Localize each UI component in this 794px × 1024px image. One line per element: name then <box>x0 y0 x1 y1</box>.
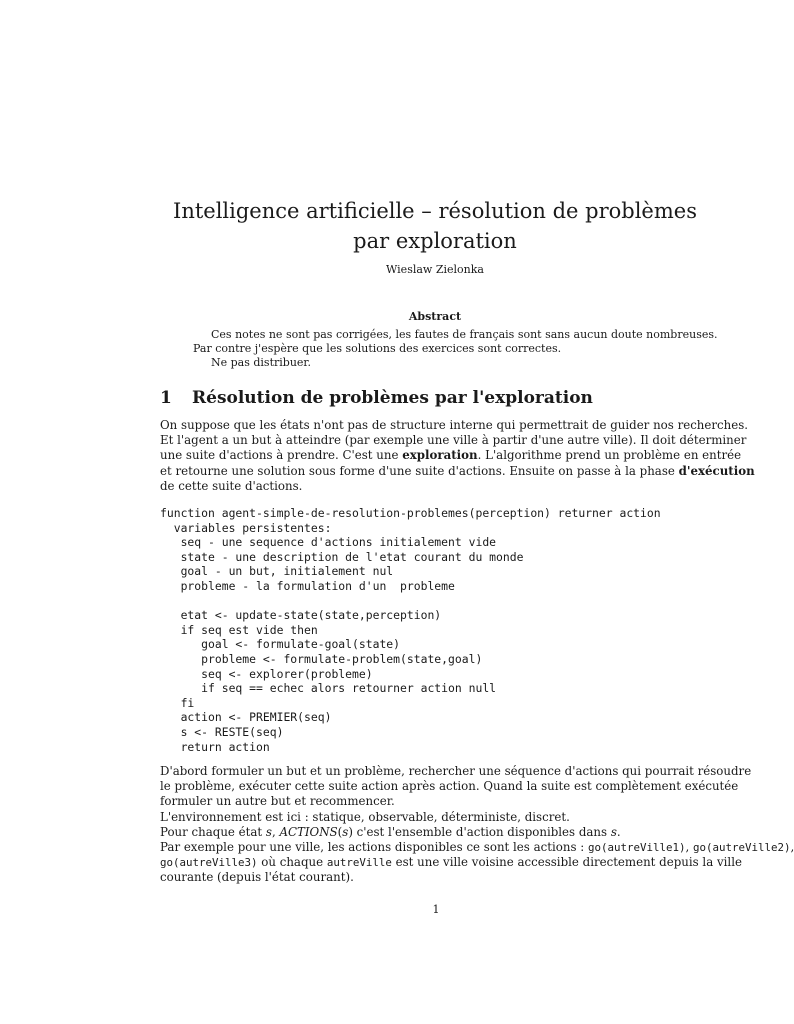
text-run: ) c'est l'ensemble d'action disponibles dans <box>348 824 611 839</box>
abstract-line: Par contre j'espère que les solutions des exercices sont correctes. <box>193 342 562 355</box>
paragraph-line <box>160 448 742 463</box>
bold-term-execution: d'exécution <box>678 463 755 478</box>
text-run: , <box>271 824 280 839</box>
paragraph-line: courante (depuis l'état courant). <box>160 870 354 885</box>
paragraph-line: le problème, exécuter cette suite action après action. Quand la suite est complètement exécutée <box>160 779 739 794</box>
inline-code: go(autreVille2) <box>693 841 791 855</box>
author-name: Wieslaw Zielonka <box>386 263 484 276</box>
paragraph-line: L'environnement est ici : statique, observable, déterministe, discret. <box>160 809 570 824</box>
paragraph-line <box>160 463 755 479</box>
text-run: et retourne une solution sous forme d'une suite d'actions. Ensuite on passe à la phase <box>160 463 679 478</box>
math-var: s <box>342 824 349 839</box>
paper-title: Intelligence artificielle – résolution de problèmes par exploration <box>173 199 697 253</box>
text-run: . <box>616 824 621 839</box>
paragraph-line: formuler un autre but et recommencer. <box>160 794 395 809</box>
inline-code: go(autreVille3) <box>160 856 258 870</box>
text-run: . L'algorithme prend un problème en entrée <box>477 448 742 463</box>
text-run: où chaque <box>257 855 327 870</box>
paragraph-line <box>160 855 742 870</box>
text-run: , <box>790 840 794 855</box>
math-var: s <box>265 824 272 839</box>
paragraph-line: D'abord formuler un but et un problème, rechercher une séquence d'actions qui pourrait résoudre <box>160 764 752 778</box>
abstract-line: Ces notes ne sont pas corrigées, les fautes de français sont sans aucun doute nombreuses. <box>211 328 718 341</box>
explanation-paragraph <box>160 764 794 886</box>
intro-paragraph <box>160 418 755 494</box>
abstract-text <box>193 328 718 370</box>
algorithm-code-block: function agent-simple-de-resolution-problemes(perception) returner action variables persistentes: seq - une sequence d'actions initialement vide state - une description de l'etat courant du monde goal - un but, initialement nul probleme - la formulation d'un probleme etat <- update-state(state,perception) if seq est vide then goal <- formulate-goal(state) probleme <- formulate-problem(state,goal) seq <- explorer(probleme) if seq == echec alors retourner action null fi action <- PREMIER(seq) s <- RESTE(seq) return action <box>160 506 661 754</box>
page-number: 1 <box>432 903 440 916</box>
section-heading <box>160 388 593 408</box>
abstract-line: Ne pas distribuer. <box>211 356 311 369</box>
bold-term-exploration: exploration <box>402 448 478 463</box>
inline-code: autreVille <box>326 856 392 870</box>
text-run: une suite d'actions à prendre. C'est une <box>160 448 403 463</box>
math-var: s <box>610 824 617 839</box>
text-run: Pour chaque état <box>160 824 266 839</box>
paragraph-line <box>160 825 712 840</box>
paragraph-line: de cette suite d'actions. <box>160 478 303 493</box>
paragraph-line <box>160 840 794 855</box>
paragraph-line: Et l'agent a un but à atteindre (par exemple une ville à partir d'une autre ville). Il doit déterminer <box>160 433 747 448</box>
text-run: est une ville voisine accessible directement depuis la ville <box>391 855 742 870</box>
text-run: , <box>685 840 693 855</box>
text-run: ( <box>337 824 343 839</box>
inline-code: go(autreVille1) <box>587 841 686 855</box>
section-number: 1 <box>160 388 172 408</box>
text-run: Par exemple pour une ville, les actions disponibles ce sont les actions : <box>160 840 588 855</box>
abstract-heading: Abstract <box>408 310 462 323</box>
section-title-text: Résolution de problèmes par l'exploration <box>192 388 593 408</box>
math-actions: ACTIONS <box>279 824 338 839</box>
paragraph-line: On suppose que les états n'ont pas de structure interne qui permettrait de guider nos recherches. <box>160 418 749 432</box>
